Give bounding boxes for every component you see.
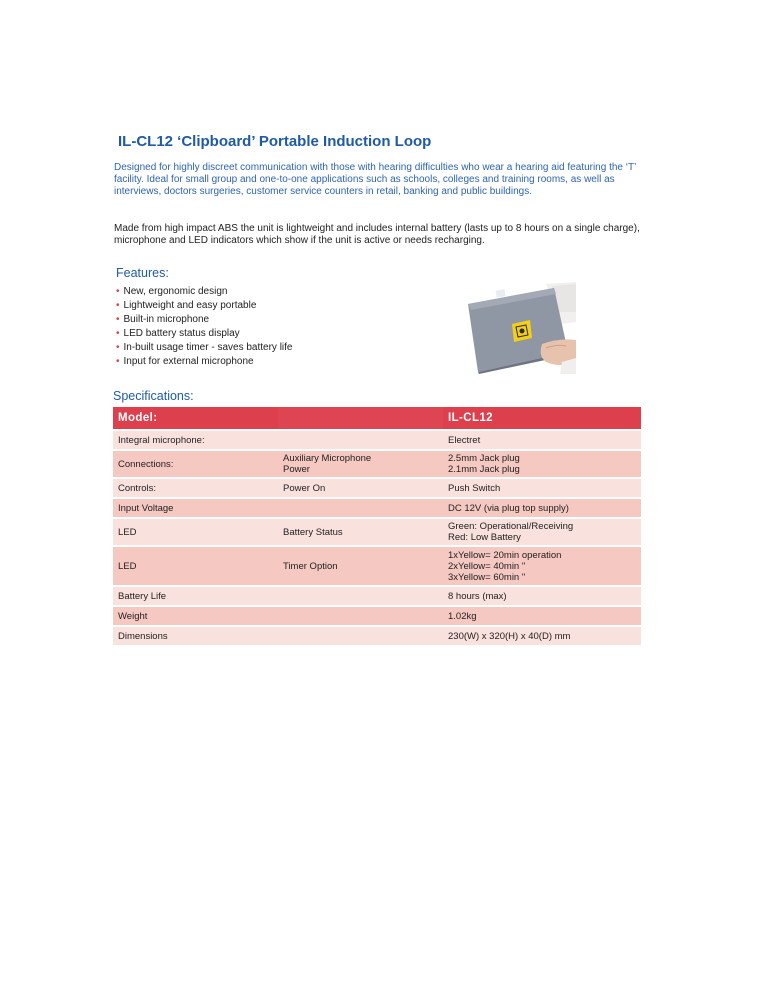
specifications-heading: Specifications: xyxy=(113,389,194,403)
row-value-line: 1xYellow= 20min operation xyxy=(448,549,562,561)
row-detail-line: Battery Status xyxy=(283,526,343,538)
row-detail-line: Auxiliary Microphone xyxy=(283,453,372,464)
feature-item: • In-built usage timer - saves battery life xyxy=(116,341,376,355)
features-list xyxy=(116,285,376,369)
header-model-value: IL-CL12 xyxy=(443,407,641,429)
row-detail xyxy=(278,587,443,605)
row-detail xyxy=(278,519,443,545)
intro-paragraph: Designed for highly discreet communication with those with hearing difficulties who wear a hearing aid featuring the ‘T’ facility. Ideal for small group and one-to-one applications such as schools, colleges and training rooms, as well as interviews, doctors surgeries, customer service counters in retail, banking and public buildings. xyxy=(114,162,636,197)
table-row xyxy=(113,627,641,645)
header-blank xyxy=(278,407,443,429)
table-row xyxy=(113,607,641,625)
feature-item: • Input for external microphone xyxy=(116,355,376,369)
row-value-line: DC 12V (via plug top supply) xyxy=(448,502,569,514)
row-value xyxy=(443,587,641,605)
description-paragraph: Made from high impact ABS the unit is lightweight and includes internal battery (lasts up to 8 hours on a single charge), microphone and LED indicators which show if the unit is active or needs recharging. xyxy=(114,223,640,246)
row-detail-line: Power xyxy=(283,464,310,475)
row-detail xyxy=(278,431,443,449)
row-label: Battery Life xyxy=(113,587,278,605)
row-value-line: Electret xyxy=(448,434,481,446)
row-detail xyxy=(278,499,443,517)
row-value xyxy=(443,607,641,625)
row-value-line: 1.02kg xyxy=(448,610,477,622)
row-label: LED xyxy=(113,547,278,585)
table-row xyxy=(113,431,641,449)
row-value xyxy=(443,431,641,449)
row-detail-line: Timer Option xyxy=(283,560,338,572)
row-label: Weight xyxy=(113,607,278,625)
row-value xyxy=(443,499,641,517)
row-label: Controls: xyxy=(113,479,278,497)
row-value-line: 2.1mm Jack plug xyxy=(448,464,520,475)
table-row xyxy=(113,451,641,477)
header-model-label: Model: xyxy=(113,407,278,429)
row-value xyxy=(443,627,641,645)
row-label: LED xyxy=(113,519,278,545)
features-heading: Features: xyxy=(116,266,169,280)
table-header-row xyxy=(113,407,641,429)
row-value xyxy=(443,547,641,585)
row-value-line: Green: Operational/Receiving xyxy=(448,521,574,532)
row-value-line: 2.5mm Jack plug xyxy=(448,453,520,464)
row-label: Input Voltage xyxy=(113,499,278,517)
page-title: IL-CL12 ‘Clipboard’ Portable Induction Loop xyxy=(118,133,432,150)
row-value-line: Red: Low Battery xyxy=(448,532,521,543)
table-row xyxy=(113,499,641,517)
row-label: Connections: xyxy=(113,451,278,477)
table-row xyxy=(113,587,641,605)
feature-item: • LED battery status display xyxy=(116,327,376,341)
row-value-line: 230(W) x 320(H) x 40(D) mm xyxy=(448,630,571,642)
table-row xyxy=(113,519,641,545)
feature-item: • New, ergonomic design xyxy=(116,285,376,299)
row-value-line: 3xYellow= 60min " xyxy=(448,571,526,583)
row-value xyxy=(443,451,641,477)
row-label: Integral microphone: xyxy=(113,431,278,449)
table-row xyxy=(113,547,641,585)
row-detail xyxy=(278,451,443,477)
feature-item: • Lightweight and easy portable xyxy=(116,299,376,313)
specifications-table xyxy=(113,405,641,647)
row-value xyxy=(443,479,641,497)
row-value-line: Push Switch xyxy=(448,482,501,494)
row-detail xyxy=(278,479,443,497)
row-value-line: 2xYellow= 40min " xyxy=(448,560,526,572)
row-label: Dimensions xyxy=(113,627,278,645)
row-value xyxy=(443,519,641,545)
clipboard-loop-photo xyxy=(458,282,576,374)
feature-item: • Built-in microphone xyxy=(116,313,376,327)
row-detail xyxy=(278,607,443,625)
row-detail-line: Power On xyxy=(283,482,326,494)
table-row xyxy=(113,479,641,497)
row-detail xyxy=(278,627,443,645)
row-value-line: 8 hours (max) xyxy=(448,590,507,602)
row-detail xyxy=(278,547,443,585)
